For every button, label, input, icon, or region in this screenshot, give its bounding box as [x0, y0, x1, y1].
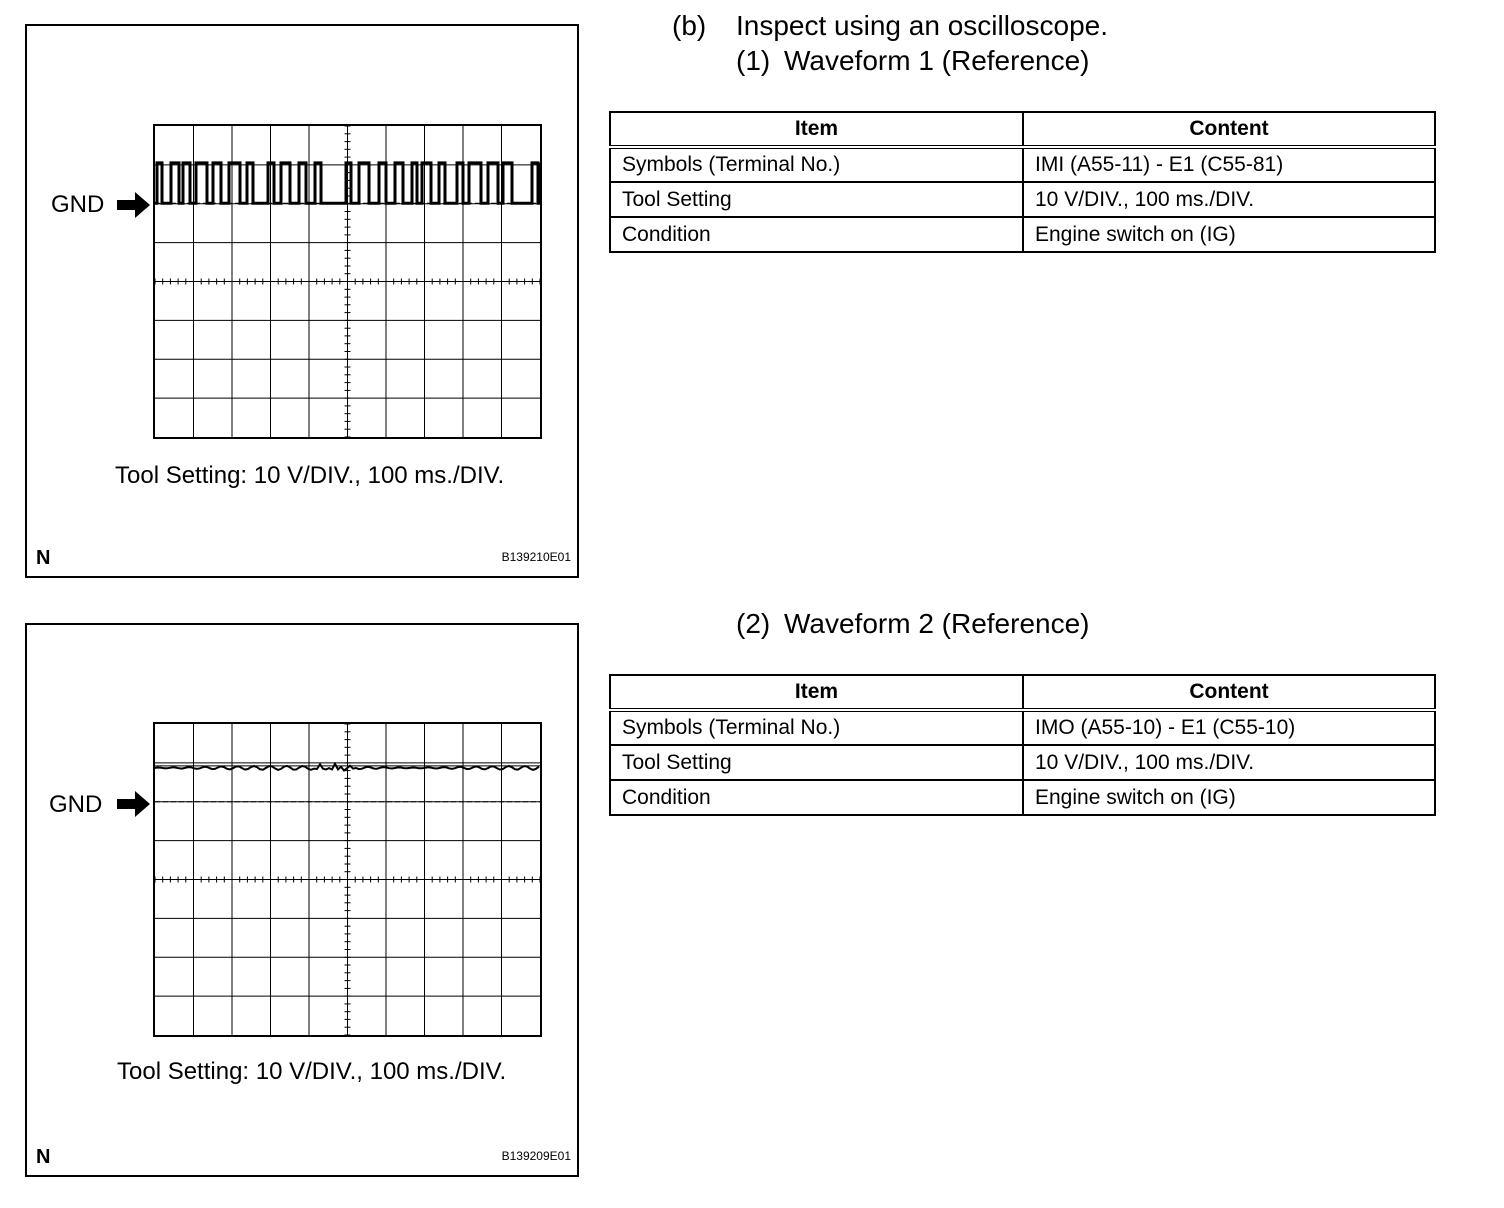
header-content: Content: [1023, 675, 1435, 710]
cell-item: Symbols (Terminal No.): [610, 710, 1023, 745]
cell-item: Condition: [610, 780, 1023, 815]
gnd-arrow-icon: [117, 791, 151, 817]
cell-item: Tool Setting: [610, 182, 1023, 217]
cell-item: Symbols (Terminal No.): [610, 147, 1023, 182]
cell-content: 10 V/DIV., 100 ms./DIV.: [1023, 182, 1435, 217]
table-row: [610, 710, 1435, 745]
step-label: (b): [672, 10, 707, 41]
cell-content: 10 V/DIV., 100 ms./DIV.: [1023, 745, 1435, 780]
gnd-arrow-icon: [117, 192, 151, 218]
waveform-2-label: (2): [736, 608, 771, 639]
step-text: Inspect using an oscilloscope.: [736, 10, 1108, 41]
cell-content: Engine switch on (IG): [1023, 217, 1435, 252]
gnd-label: GND: [51, 191, 105, 218]
corner-mark: N: [36, 547, 51, 569]
cell-content: IMO (A55-10) - E1 (C55-10): [1023, 710, 1435, 745]
table-row: [610, 217, 1435, 252]
gnd-label: GND: [49, 791, 103, 818]
oscilloscope-grid: [155, 724, 540, 1035]
cell-content: Engine switch on (IG): [1023, 780, 1435, 815]
cell-content: IMI (A55-11) - E1 (C55-81): [1023, 147, 1435, 182]
waveform-2-title: Waveform 2 (Reference): [784, 608, 1090, 639]
cell-item: Tool Setting: [610, 745, 1023, 780]
table-row: [610, 182, 1435, 217]
table-row: [610, 147, 1435, 182]
tool-setting-caption: Tool Setting: 10 V/DIV., 100 ms./DIV.: [115, 462, 505, 489]
waveform-2-spec-table: [609, 674, 1436, 816]
oscilloscope-screen: [153, 124, 542, 439]
figure-id: B139209E01: [501, 1149, 571, 1163]
oscilloscope-screen: [153, 722, 542, 1037]
waveform-1-spec-table: [609, 111, 1436, 253]
waveform-1-title: Waveform 1 (Reference): [784, 45, 1090, 76]
waveform-1-label: (1): [736, 45, 771, 76]
waveform-2-figure: [25, 623, 579, 1177]
table-row: [610, 780, 1435, 815]
header-item: Item: [610, 112, 1023, 147]
table-row: [610, 745, 1435, 780]
figure-id: B139210E01: [501, 550, 571, 564]
tool-setting-caption: Tool Setting: 10 V/DIV., 100 ms./DIV.: [117, 1058, 507, 1085]
waveform-1-trace: [155, 163, 540, 203]
cell-item: Condition: [610, 217, 1023, 252]
header-content: Content: [1023, 112, 1435, 147]
oscilloscope-grid: [155, 126, 540, 437]
table-header-row: [610, 112, 1435, 147]
header-item: Item: [610, 675, 1023, 710]
table-header-row: [610, 675, 1435, 710]
corner-mark: N: [36, 1146, 51, 1168]
waveform-1-figure: [25, 24, 579, 578]
